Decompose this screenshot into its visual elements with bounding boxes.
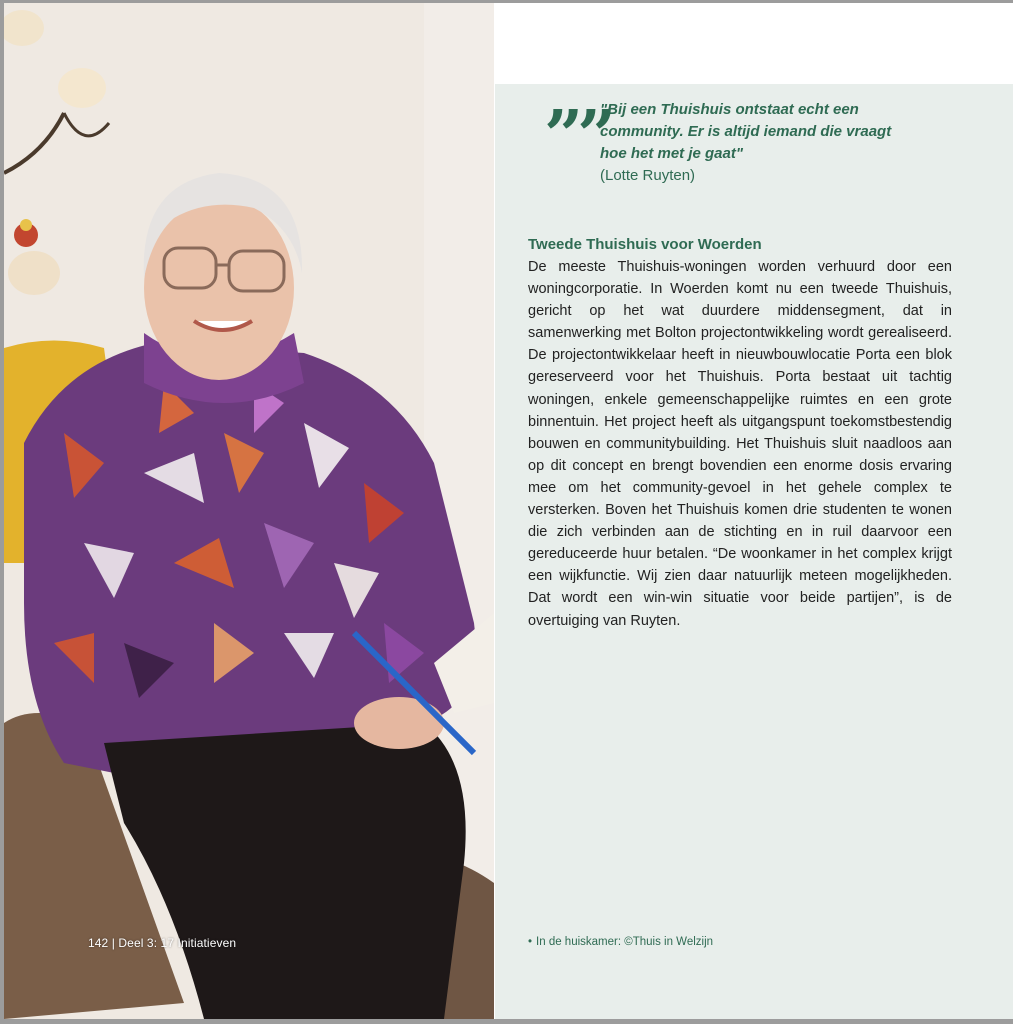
page-number-caption: 142 | Deel 3: 17 Initiatieven [88, 936, 237, 950]
portrait-photo [4, 3, 494, 1019]
pull-quote: "Bij een Thuishuis ontstaat echt een community. Er is altijd iemand die vraagt hoe het met je gaat" [600, 101, 892, 162]
document-page [4, 3, 1013, 1019]
section-heading: Tweede Thuishuis voor Woerden [528, 236, 762, 253]
photo-credit [528, 936, 713, 948]
text-panel [495, 84, 1013, 1019]
photo-credit-text: In de huiskamer: ©Thuis in Welzijn [536, 936, 714, 948]
portrait-illustration [4, 3, 494, 1019]
quote-author: (Lotte Ruyten) [600, 167, 696, 184]
bullet-icon: • [528, 936, 533, 948]
quote-mark-icon: ”” [544, 96, 611, 176]
body-paragraph: De meeste Thuishuis-woningen worden verhuurd door een woningcorporatie. In Woerden komt nu een tweede Thuishuis, gericht op het wat duurdere middensegment, dat in samenwerking met Bolton projectontwikkeling wordt gerealiseerd. De projectontwikkelaar heeft in nieuwbouwlocatie Porta een blok gereserveerd voor het Thuishuis. Porta bestaat uit tachtig woningen, enkele gemeenschappelijke ruimtes en een grote binnentuin. Het project heeft als uitgangspunt toekomstbestendig bouwen en communitybuilding. Het Thuishuis sluit naadloos aan op dit concept en brengt bovendien een enorme dosis ervaring mee om het community-gevoel in het gehele complex te versterken. Boven het Thuishuis komen drie studenten te wonen die zich verbinden aan de stichting en in ruil daarvoor een gereduceerde huur betalen. “De woonkamer in het complex krijgt een wijkfunctie. Wij zien daar natuurlijk meteen mogelijkheden. Dat wordt een win-win situatie voor beide partijen”, is de overtuiging van Ruyten. [528, 259, 952, 629]
